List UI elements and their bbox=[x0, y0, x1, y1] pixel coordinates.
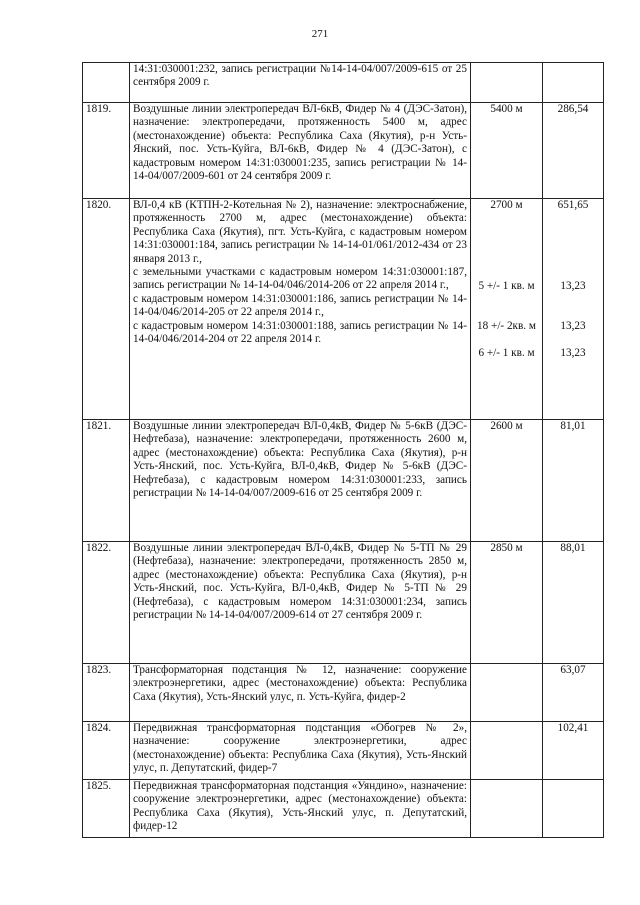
row-area bbox=[471, 63, 543, 103]
value-part: 13,23 bbox=[560, 320, 586, 332]
row-number: 1825. bbox=[83, 780, 130, 838]
row-value: 102,41 bbox=[543, 722, 604, 780]
row-value bbox=[543, 63, 604, 103]
row-value: 88,01 bbox=[543, 542, 604, 664]
row-number: 1823. bbox=[83, 664, 130, 722]
row-area: 5400 м bbox=[471, 103, 543, 199]
row-number: 1822. bbox=[83, 542, 130, 664]
row-number bbox=[83, 63, 130, 103]
description-part: с земельными участками с кадастровым номером 14:31:030001:187, запись регистрации № 14-14-04/046/2014-206 от 22 апреля 2014 г., bbox=[133, 266, 467, 292]
row-description bbox=[130, 199, 471, 420]
value-part: 651,65 bbox=[557, 199, 589, 211]
table-row bbox=[83, 103, 604, 199]
page-number: 271 bbox=[311, 28, 329, 40]
description-part: ВЛ-0,4 кВ (КТПН-2-Котельная № 2), назначение: электроснабжение, протяженность 2700 м, адрес (местонахождение) объекта: Республика Саха (Якутия), пгт. Усть-Куйга, с кадастровым номером 14:31:030001:184, запись регистрации № 14-14-01/061/2012-434 от 23 января 2013 г., bbox=[133, 199, 467, 265]
row-area bbox=[471, 199, 543, 420]
row-value bbox=[543, 780, 604, 838]
row-number: 1824. bbox=[83, 722, 130, 780]
row-value: 286,54 bbox=[543, 103, 604, 199]
row-description: Передвижная трансформаторная подстанция «Обогрев № 2», назначение: сооружение электроэнергетики, адрес (местонахождение) объекта: Республика Саха (Якутия), Усть-Янский улус, п. Депутатский, фидер-7 bbox=[130, 722, 471, 780]
area-part: 6 +/- 1 кв. м bbox=[478, 347, 535, 359]
row-value: 81,01 bbox=[543, 420, 604, 542]
row-description: Передвижная трансформаторная подстанция «Уяндино», назначение: сооружение электроэнергетики, адрес (местонахождение) объекта: Республика Саха (Якутия), Усть-Янский улус, п. Депутатский, фидер-12 bbox=[130, 780, 471, 838]
row-description: Воздушные линии электропередач ВЛ-0,4кВ, Фидер № 5-6кВ (ДЭС-Нефтебаза), назначение: электропередачи, протяженность 2600 м, адрес (местонахождение) объекта: Республика Саха (Якутия), р-н Усть-Янский, пос. Усть-Куйга, ВЛ-0,4кВ, Фидер № 5-6кВ (ДЭС-Нефтебаза), с кадастровым номером 14:31:030001:233, запись регистрации № 14-14-04/007/2009-616 от 25 сентября 2009 г. bbox=[130, 420, 471, 542]
table-row bbox=[83, 63, 604, 103]
row-number: 1820. bbox=[83, 199, 130, 420]
area-part: 2700 м bbox=[490, 199, 523, 211]
row-area: 2600 м bbox=[471, 420, 543, 542]
row-value bbox=[543, 199, 604, 420]
property-registry-table bbox=[82, 62, 604, 838]
table-row bbox=[83, 420, 604, 542]
row-number: 1819. bbox=[83, 103, 130, 199]
table-row bbox=[83, 722, 604, 780]
value-part: 13,23 bbox=[560, 280, 586, 292]
row-area bbox=[471, 664, 543, 722]
description-part: с кадастровым номером 14:31:030001:186, запись регистрации № 14-14-04/046/2014-205 от 22 апреля 2014 г., bbox=[133, 292, 467, 319]
row-description: Воздушные линии электропередач ВЛ-0,4кВ, Фидер № 5-ТП № 29 (Нефтебаза), назначение: электропередачи, протяженность 2850 м, адрес (местонахождение) объекта: Республика Саха (Якутия), р-н Усть-Янский, пос. Усть-Куйга, ВЛ-0,4кВ, Фидер № 5-ТП № 29 (Нефтебаза), с кадастровым номером 14:31:030001:234, запись регистрации № 14-14-04/007/2009-614 от 27 сентября 2009 г. bbox=[130, 542, 471, 664]
row-area bbox=[471, 780, 543, 838]
table-row bbox=[83, 542, 604, 664]
row-description: Воздушные линии электропередач ВЛ-6кВ, Фидер № 4 (ДЭС-Затон), назначение: электропередачи, протяженность 5400 м, адрес (местонахождение) объекта: Республика Саха (Якутия), р-н Усть-Янский, пос. Усть-Куйга, ВЛ-6кВ, Фидер № 4 (ДЭС-Затон), с кадастровым номером 14:31:030001:235, запись регистрации № 14-14-04/007/2009-601 от 24 сентября 2009 г. bbox=[130, 103, 471, 199]
area-part: 5 +/- 1 кв. м bbox=[478, 280, 535, 292]
area-part: 18 +/- 2кв. м bbox=[477, 320, 536, 332]
row-value: 63,07 bbox=[543, 664, 604, 722]
row-area bbox=[471, 722, 543, 780]
table-row bbox=[83, 780, 604, 838]
row-description: 14:31:030001:232, запись регистрации №14-14-04/007/2009-615 от 25 сентября 2009 г. bbox=[130, 63, 471, 103]
table-row bbox=[83, 664, 604, 722]
row-number: 1821. bbox=[83, 420, 130, 542]
row-description: Трансформаторная подстанция № 12, назначение: сооружение электроэнергетики, адрес (местонахождение) объекта: Республика Саха (Якутия), Усть-Янский улус, п. Усть-Куйга, фидер-2 bbox=[130, 664, 471, 722]
table-row bbox=[83, 199, 604, 420]
value-part: 13,23 bbox=[560, 347, 586, 359]
description-part: с кадастровым номером 14:31:030001:188, запись регистрации № 14-14-04/046/2014-204 от 22 апреля 2014 г. bbox=[133, 319, 467, 346]
row-area: 2850 м bbox=[471, 542, 543, 664]
